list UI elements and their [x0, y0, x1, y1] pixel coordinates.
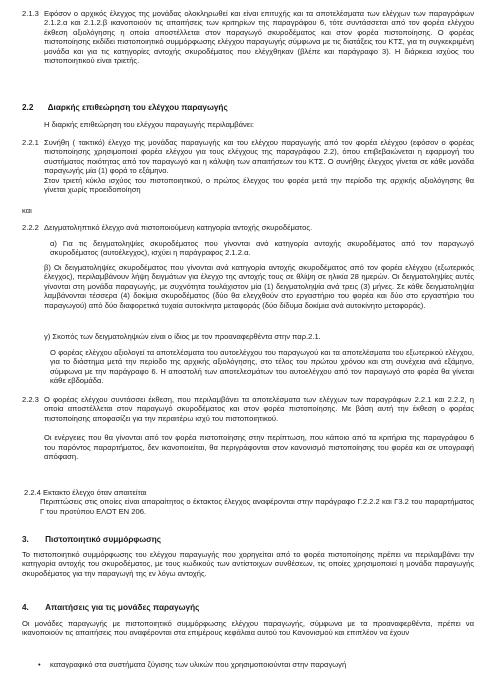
subparagraph-b: β) Οι δειγματοληψίες σκυροδέματος που γίνονται ανά κατηγορία αντοχής σκυροδέματος από τον φορέα ελέγχου (εξωτερικός έλεγχος), περιλαμβάνουν λήψη δειγμάτων για έλεγχο της αντοχής τους σε θλίψη σε ηλικία 28 ημερών. Οι δειγματοληψίες αυτές γίνονται στη μονάδα παραγωγής, με συχνότητα τουλάχιστον μία (1) δειγματοληψία ανά τρεις (3) μήνες. Σε κάθε δειγματοληψία λαμβάνονται τέσσερα (4) δοκίμια σκυροδέματος (δύο θα ελεγχθούν στο εργαστήριο του φορέα και δύο στο εργαστήριο του παραγωγού) από δύο διαφορετικά τυχαία αυτοκίνητα μεταφοράς (δύο δίδυμα δοκίμια ανά αυτοκίνητο μεταφοράς).: [44, 263, 474, 310]
paragraph: 2.2.4 Εκτακτο έλεγχο όταν απαιτείται: [24, 488, 147, 497]
section-number: 2.2: [22, 103, 34, 112]
section-number: 3.: [22, 535, 29, 544]
paragraph: Στον τριετή κύκλο ισχύος του πιστοποιητικού, ο πρώτος έλεγχος του φορέα μετά την περίοδο της αρχικής αξιολόγησης θα γίνεται χωρίς προειδοποίηση: [44, 175, 474, 195]
paragraph: Συνήθη ( τακτικό) έλεγχο της μονάδας παραγωγής και του ελέγχου παραγωγής από τον φορέα ελέγχου (εφόσον ο φορέας πιστοποίησης χρησιμοποιεί φορέα ελέγχου για τους ελέγχους της παραγράφου 2.2), όπου επιβεβαιώνεται η εφαρμογή του συστήματος ποιότητας από τον παραγωγό και η κάλυψη των απαιτήσεων του ΚΤΣ. Ο συνήθης έλεγχος γίνεται σε κάθε μονάδα παραγωγής μία (1) φορά το εξάμηνο.: [44, 138, 474, 176]
paragraph: Περιπτώσεις στις οποίες είναι απαραίτητος ο έκτακτος έλεγχος αναφέρονται στην παράγραφο Γ.2.2.2 και Γ3.2 του παραρτήματος Γ του προτύπου ΕΛΟΤ ΕΝ 206.: [40, 497, 474, 516]
bullet-list: [36, 660, 474, 669]
section-number: 2.2.3: [22, 395, 39, 404]
section-title: Απαιτήσεις για τις μονάδες παραγωγής: [45, 603, 200, 612]
paragraph: Εφόσον ο αρχικός έλεγχος της μονάδας ολοκληρωθεί και είναι επιτυχής και τα αποτελέσματα των ελέγχων των παραγράφων 2.1.2.α και 2.1.2.β ικανοποιούν τις απαιτήσεις των κριτηρίων της παραγράφου 6, τότε συντάσσεται από τον φορέα ελέγχου έκθεση αξιολόγησης η οποία αποστέλλεται στον παραγωγό σκυροδέματος και στον φορέα πιστοποίησης. Ο φορέας πιστοποίησης εκδίδει πιστοποιητικό συμμόρφωσης ελέγχου παραγωγής σύμφωνα με τις διατάξεις του ΚΤΣ, για τη συγκεκριμένη μονάδα και για τις κατηγορίες αντοχής σκυροδέματος που ελέγχθηκαν (βλέπε και παράγραφο 3). Η διάρκεια ισχύος του πιστοποιητικού είναι τριετής.: [44, 9, 474, 66]
section-number: 4.: [22, 603, 29, 612]
paragraph: Οι μονάδες παραγωγής με πιστοποιητικό συμμόρφωσης ελέγχου παραγωγής, σύμφωνα με τα προαναφερθέντα, πρέπει να ικανοποιούν τις απαιτήσεις που αναφέρονται στα επιμέρους κεφάλαια αυτού του Κανονισμού και επιπλέον να έχουν: [22, 619, 474, 638]
section-3-heading: [22, 535, 474, 544]
section-number: 2.2.2: [22, 223, 39, 232]
section-2-1-3: [22, 9, 474, 65]
section-2-2-2: [22, 223, 474, 232]
paragraph: Το πιστοποιητικό συμμόρφωσης του ελέγχου παραγωγής που χορηγείται από το φορέα πιστοποίησης πρέπει να περιλαμβάνει την κατηγορία αντοχής του σκυροδέματος, με τους κωδικούς των αντίστοιχων συνθέσεων, τις οποίες χρησιμοποιεί η μονάδα παραγωγής σκυροδέματος για την παραγωγή της εν λόγω αντοχής.: [22, 550, 474, 578]
paragraph: Ο φορέας ελέγχου αξιολογεί τα αποτελέσματα του αυτοελέγχου του παραγωγού και τα αποτελέσματα του εξωτερικού ελέγχου, για το διάστημα μετά την περίοδο της αρχικής αξιολόγησης, στο τέλος του πρώτου χρόνου και στη συνέχεια ανά εξάμηνο, σύμφωνα με την παράγραφο 6. Η αποστολή των αποτελεσμάτων του αυτοελέγχου από τον παραγωγό στο φορέα θα γίνεται κάθε εβδομάδα.: [50, 348, 474, 386]
section-number: 2.1.3: [22, 9, 39, 18]
list-item: • καταγραφικό στα συστήματα ζύγισης των υλικών που χρησιμοποιούνται στην παραγωγή: [36, 660, 474, 669]
subparagraph-c: γ) Σκοπός των δειγματοληψιών είναι ο ίδιος με τον προαναφερθέντα στην παρ.2.1.: [44, 332, 321, 341]
section-2-2-3: [22, 395, 474, 461]
section-title: Πιστοποιητικό συμμόρφωσης: [45, 535, 162, 544]
section-2-2-1: [22, 138, 474, 194]
section-2-2-heading: [22, 103, 474, 112]
paragraph: Δειγματοληπτικό έλεγχο ανά πιστοποιούμενη κατηγορία αντοχής σκυροδέματος.: [44, 223, 313, 232]
subparagraph-a: α) Για τις δειγματοληψίες σκυροδέματος που γίνονται ανά κατηγορία αντοχής σκυροδέματος από τον παραγωγό σκυροδέματος (αυτοέλεγχος), ισχύει η παράγραφος 2.1.2.α.: [50, 239, 474, 258]
section-number: 2.2.1: [22, 138, 39, 147]
paragraph: Οι ενέργειες που θα γίνονται από τον φορέα πιστοποίησης στην περίπτωση, που κάποιο από τα κριτήρια της παραγράφου 6 του παρόντος παραρτήματος, δεν ικανοποιείται, θα περιγράφονται στον κανονισμό πιστοποίησης του φορέα και σε υπογραφή απόφαση.: [44, 433, 474, 462]
section-title: Διαρκής επιθεώρηση του ελέγχου παραγωγής: [47, 103, 228, 112]
conjunction-text: και: [22, 206, 32, 215]
section-2-2-4: [24, 488, 474, 516]
section-4-heading: [22, 603, 474, 612]
paragraph: Ο φορέας ελέγχου συντάσσει έκθεση, που περιλαμβάνει τα αποτελέσματα των ελέγχων των παραγράφων 2.2.1 και 2.2.2, η οποία αποστέλλεται στον παραγωγό σκυροδέματος και στον φορέα πιστοποίησης. Με βάση αυτή την έκθεση ο φορέας πιστοποίησης αποφασίζει για την περαιτέρω ισχύ του πιστοποιητικού.: [44, 395, 474, 423]
paragraph: Η διαρκής επιθεώρηση του ελέγχου παραγωγής περιλαμβάνει:: [44, 120, 254, 129]
